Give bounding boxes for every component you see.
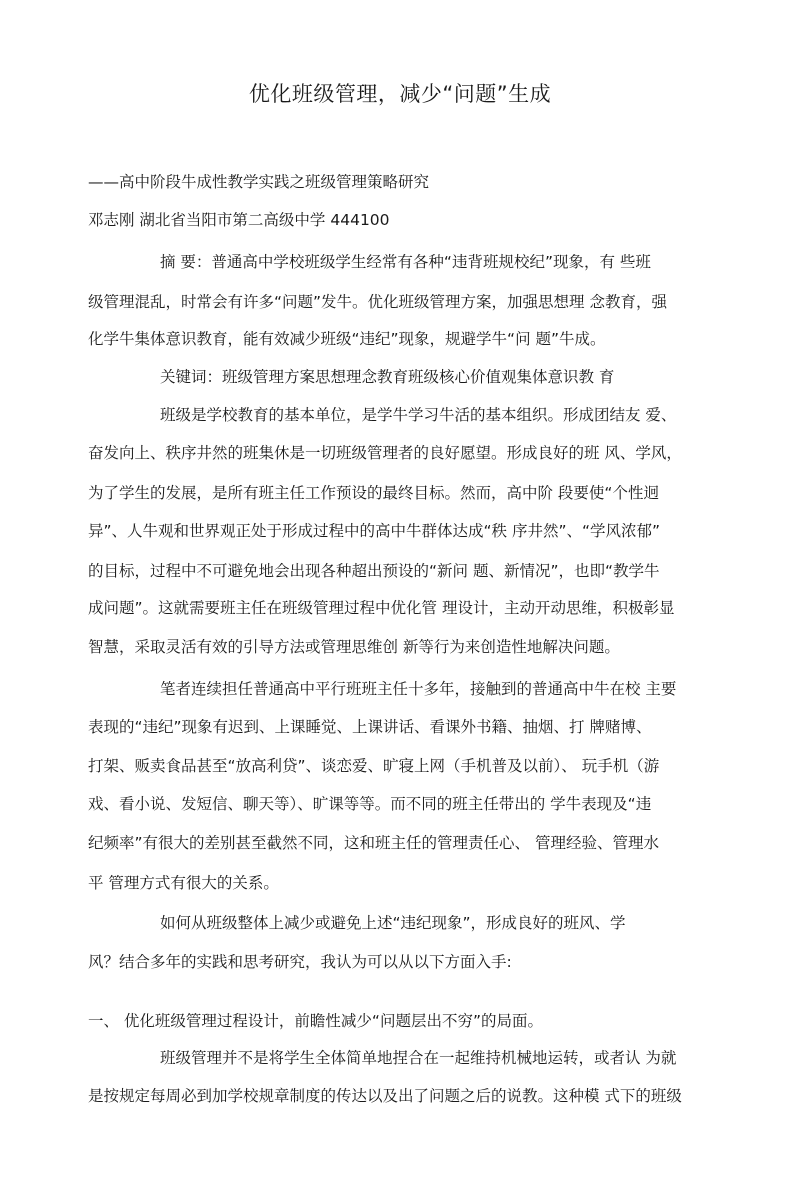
document-subtitle: ——高中阶段牛成性教学实践之班级管理策略研究 bbox=[88, 173, 430, 191]
paragraph-line: 是按规定每周必到加学校规章制度的传达以及出了问题之后的说教。这种模 式下的班级 bbox=[88, 1087, 682, 1105]
paragraph-line: 打架、贩卖食品甚至“放高利贷”、谈恋爱、旷寝上网（手机普及以前）、 玩手机（游 bbox=[88, 757, 660, 775]
paragraph-line: 班级管理并不是将学生全体简单地捏合在一起维持机械地运转，或者认 为就 bbox=[160, 1049, 677, 1067]
paragraph-line: 为了学生的发展，是所有班主任工作预设的最终目标。然而，高中阶 段要使“个性迥 bbox=[88, 484, 659, 502]
abstract-line: 化学牛集体意识教育，能有效减少班级“违纪”现象，规避学牛“问 题”牛成。 bbox=[88, 330, 606, 348]
paragraph-line: 异”、人牛观和世界观正处于形成过程中的高中牛群体达成“秩 序井然”、“学风浓郁” bbox=[88, 522, 661, 540]
paragraph-line: 戏、看小说、发短信、聊天等）、旷课等等。而不同的班主任带出的 学牛表现及“违 bbox=[88, 795, 652, 813]
keywords-line: 关键词：班级管理方案思想理念教育班级核心价值观集体意识教 育 bbox=[160, 368, 615, 386]
paragraph-line: 平 管理方式有很大的关系。 bbox=[88, 874, 279, 892]
paragraph-line: 纪频率”有很大的差别甚至截然不同，这和班主任的管理责任心、 管理经验、管理水 bbox=[88, 834, 659, 852]
paragraph-line: 如何从班级整体上减少或避免上述“违纪现象”，形成良好的班风、学 bbox=[160, 914, 626, 932]
paragraph-line: 的目标，过程中不可避免地会出现各种超出预设的“新问 题、新情况”，也即“教学牛 bbox=[88, 562, 660, 580]
paragraph-line: 班级是学校教育的基本单位，是学牛学习牛活的基本组织。形成团结友 爱、 bbox=[160, 406, 677, 424]
paragraph-line: 表现的“违纪”现象有迟到、上课睡觉、上课讲话、看课外书籍、抽烟、打 牌赌博、 bbox=[88, 718, 652, 736]
paragraph-line: 笔者连续担任普通高中平行班班主任十多年，接触到的普通高中牛在校 主要 bbox=[160, 680, 677, 698]
paragraph-line: 成问题”。这就需要班主任在班级管理过程中优化管 理设计，主动开动思维，积极彰显 bbox=[88, 599, 675, 617]
paragraph-line: 风？结合多年的实践和思考研究，我认为可以从以下方面入手: bbox=[88, 953, 512, 971]
author-line: 邓志刚 湖北省当阳市第二高级中学 444100 bbox=[88, 211, 390, 229]
section-heading: 一、 优化班级管理过程设计，前瞻性减少“问题层出不穷”的局面。 bbox=[88, 1012, 543, 1030]
paragraph-line: 智慧，采取灵活有效的引导方法或管理思维创 新等行为来创造性地解决问题。 bbox=[88, 638, 620, 656]
paragraph-line: 奋发向上、秩序井然的班集休是一切班级管理者的良好愿望。形成良好的班 风、学风， bbox=[88, 444, 682, 462]
abstract-line: 摘 要：普通高中学校班级学生经常有各种“违背班规校纪”现象，有 些班 bbox=[160, 253, 651, 271]
document-title: 优化班级管理，减少“问题”生成 bbox=[248, 82, 552, 106]
abstract-line: 级管理混乱，时常会有许多“问题”发牛。优化班级管理方案，加强思想理 念教育，强 bbox=[88, 293, 667, 311]
